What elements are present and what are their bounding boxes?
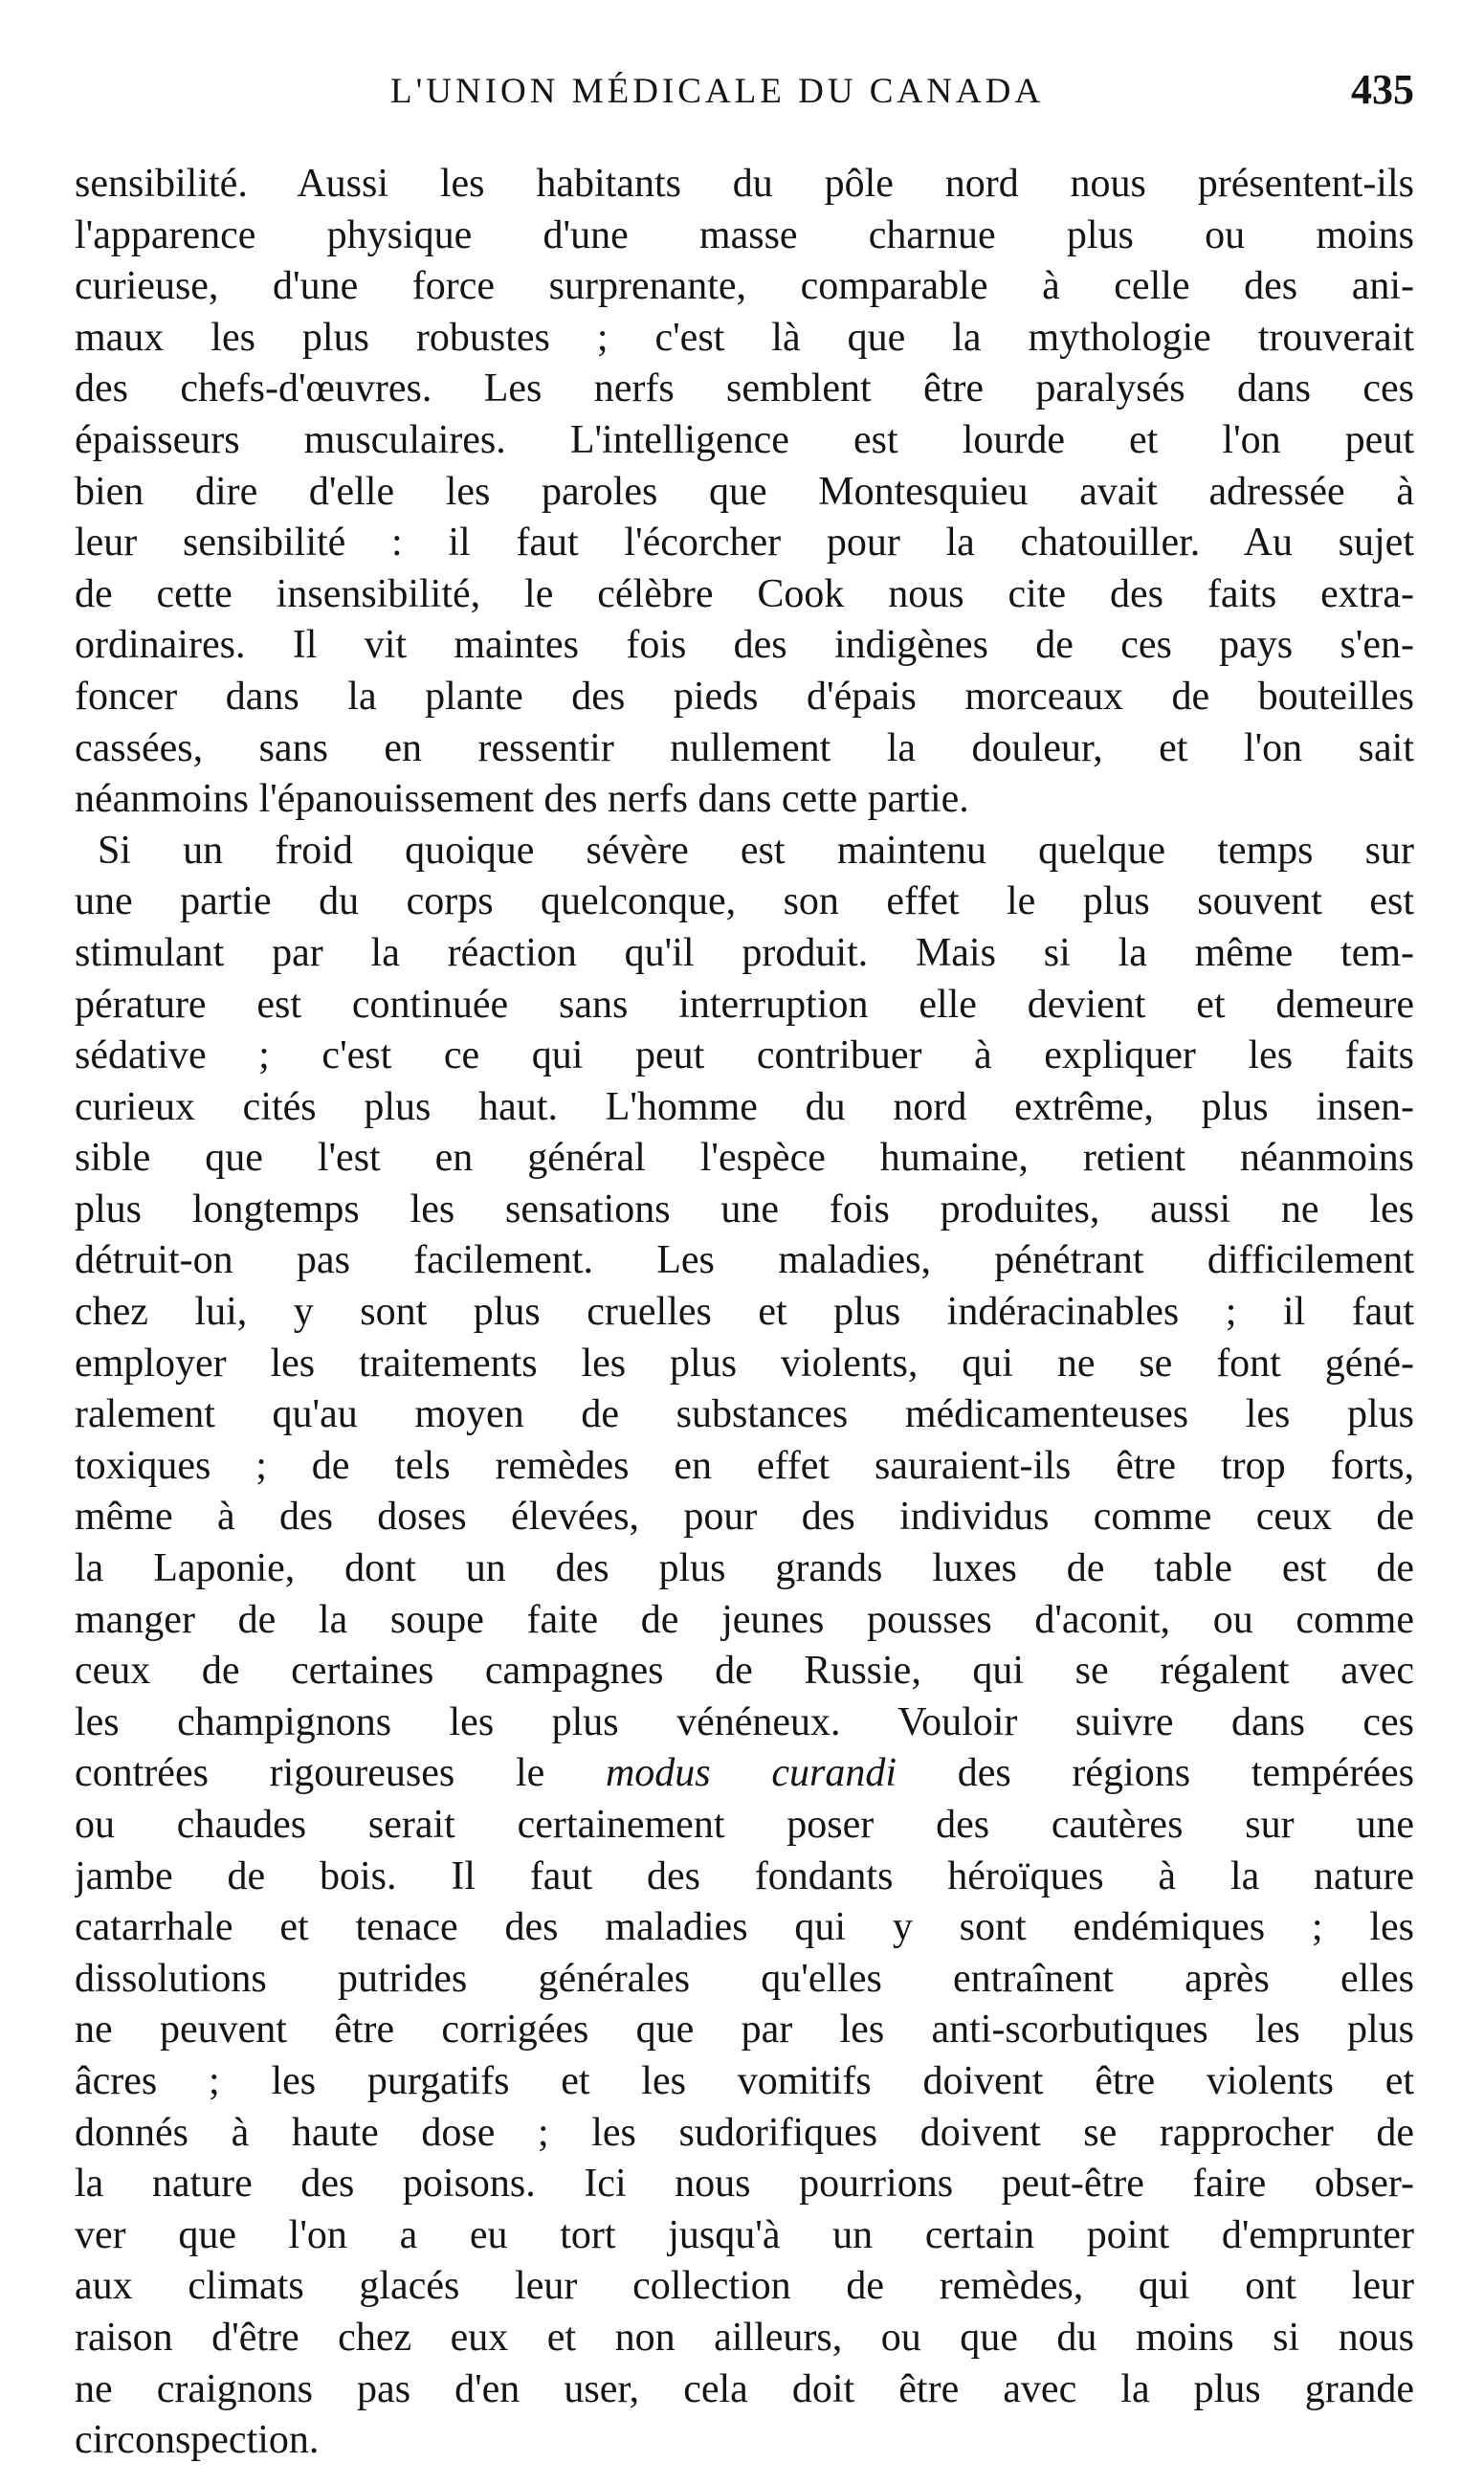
text-line: ceux de certaines campagnes de Russie, qui se régalent avec (75, 1649, 1414, 1694)
text-line: curieux cités plus haut. L'homme du nord extrême, plus insen- (75, 1084, 1414, 1129)
text-line: leur sensibilité : il faut l'écorcher pour la chatouiller. Au sujet (75, 521, 1414, 566)
text-line: maux les plus robustes ; c'est là que la mythologie trouverait (75, 315, 1414, 360)
text-line: ralement qu'au moyen de substances médicamenteuses les plus (75, 1392, 1414, 1437)
paragraph (75, 159, 1414, 826)
text-line: une partie du corps quelconque, son effet le plus souvent est (75, 879, 1414, 924)
text-line: donnés à haute dose ; les sudorifiques doivent se rapprocher de (75, 2110, 1414, 2155)
text-line: stimulant par la réaction qu'il produit. Mais si la même tem- (75, 930, 1414, 975)
text-line: circonspection. (75, 2418, 320, 2463)
paragraph (75, 826, 1414, 2467)
text-line: sensibilité. Aussi les habitants du pôle nord nous présentent-ils (75, 162, 1414, 206)
text-line: foncer dans la plante des pieds d'épais morceaux de bouteilles (75, 674, 1414, 719)
text-line: les champignons les plus vénéneux. Vouloir suivre dans ces (75, 1699, 1414, 1744)
text-line: chez lui, y sont plus cruelles et plus indéracinables ; il faut (75, 1290, 1414, 1335)
text-line: dissolutions putrides générales qu'elles entraînent après elles (75, 1956, 1414, 2001)
text-line: raison d'être chez eux et non ailleurs, ou que du moins si nous (75, 2315, 1414, 2360)
text-line: ou chaudes serait certainement poser des cautères sur une (75, 1803, 1414, 1847)
text-line: sédative ; c'est ce qui peut contribuer à expliquer les faits (75, 1033, 1414, 1078)
text-line: âcres ; les purgatifs et les vomitifs doivent être violents et (75, 2058, 1414, 2103)
text-line: jambe de bois. Il faut des fondants héroïques à la nature (75, 1853, 1414, 1898)
text-line: catarrhale et tenace des maladies qui y sont endémiques ; les (75, 1905, 1414, 1950)
text-line: ne peuvent être corrigées que par les anti-scorbutiques les plus (75, 2008, 1414, 2052)
text-line: de cette insensibilité, le célèbre Cook nous cite des faits extra- (75, 571, 1414, 616)
text-line: épaisseurs musculaires. L'intelligence est lourde et l'on peut (75, 417, 1414, 462)
running-head (75, 61, 1414, 128)
italic-phrase: modus curandi (605, 1751, 897, 1796)
text-line: ordinaires. Il vit maintes fois des indigènes de ces pays s'en- (75, 623, 1414, 668)
body-text (75, 159, 1414, 2467)
text-line: Si un froid quoique sévère est maintenu quelque temps sur (98, 828, 1414, 873)
text-line: des chefs-d'œuvres. Les nerfs semblent être paralysés dans ces (75, 366, 1414, 411)
text-line: pérature est continuée sans interruption elle devient et demeure (75, 982, 1414, 1027)
text-line: la Laponie, dont un des plus grands luxes de table est de (75, 1546, 1414, 1591)
text-line: sible que l'est en général l'espèce humaine, retient néanmoins (75, 1136, 1414, 1181)
text-line: néanmoins l'épanouissement des nerfs dans cette partie. (75, 777, 969, 822)
text-line: détruit-on pas facilement. Les maladies, pénétrant difficilement (75, 1238, 1414, 1283)
text-line: aux climats glacés leur collection de remèdes, qui ont leur (75, 2264, 1414, 2309)
text-line: plus longtemps les sensations une fois produites, aussi ne les (75, 1187, 1414, 1231)
text-line: ne craignons pas d'en user, cela doit être avec la plus grande (75, 2366, 1414, 2411)
text-line: employer les traitements les plus violents, qui ne se font géné- (75, 1341, 1414, 1386)
text-line: l'apparence physique d'une masse charnue plus ou moins (75, 212, 1414, 257)
text-line: ver que l'on a eu tort jusqu'à un certain point d'emprunter (75, 2212, 1414, 2257)
page-number: 435 (1351, 66, 1414, 113)
text-line: même à des doses élevées, pour des individus comme ceux de (75, 1495, 1414, 1540)
text-line: contrées rigoureuses le modus curandi des régions tempérées (75, 1751, 1414, 1796)
text-line: manger de la soupe faite de jeunes pousses d'aconit, ou comme (75, 1597, 1414, 1642)
text-line: la nature des poisons. Ici nous pourrions peut-être faire obser- (75, 2162, 1414, 2207)
text-line: bien dire d'elle les paroles que Montesquieu avait adressée à (75, 469, 1414, 514)
text-line: toxiques ; de tels remèdes en effet sauraient-ils être trop forts, (75, 1443, 1414, 1488)
text-line: curieuse, d'une force surprenante, comparable à celle des ani- (75, 264, 1414, 309)
journal-title: L'UNION MÉDICALE DU CANADA (390, 72, 1045, 111)
text-line: cassées, sans en ressentir nullement la douleur, et l'on sait (75, 725, 1414, 770)
